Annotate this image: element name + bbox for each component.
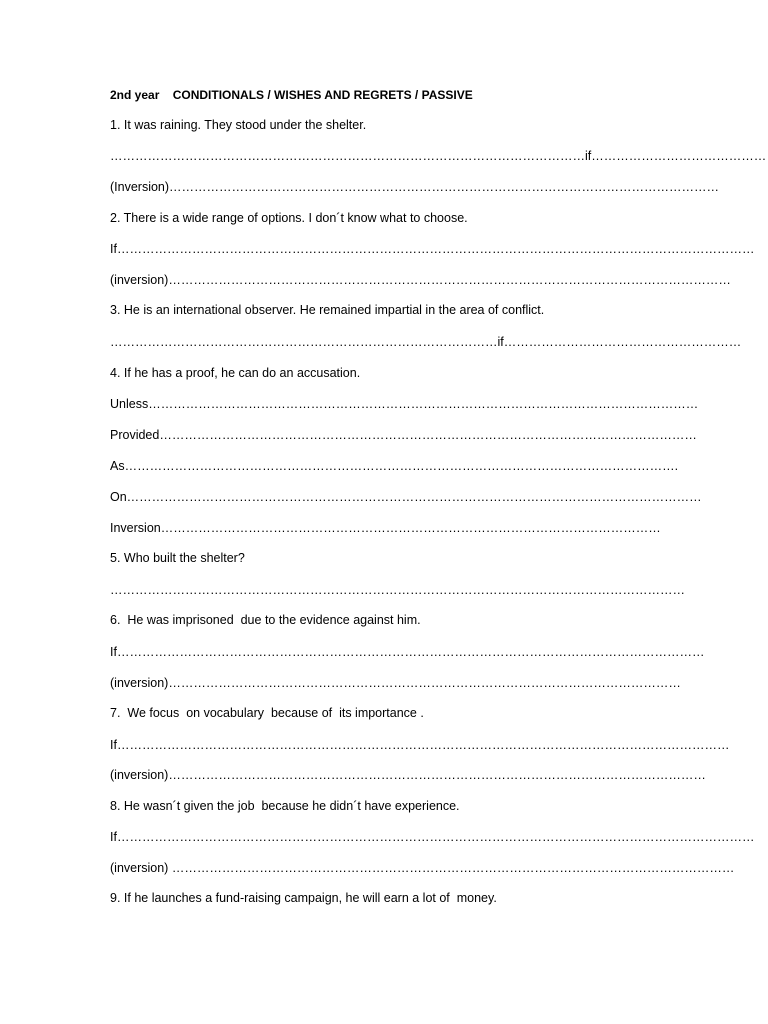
exercise-7-inversion-line: (inversion)…………………………………………………………………………………………………………………	[110, 768, 706, 782]
exercise-4-provided-line: Provided…………………………………………………………………………………………………………………	[110, 428, 697, 442]
exercise-1-prompt: 1. It was raining. They stood under the shelter.	[110, 118, 367, 132]
exercise-4-unless-line: Unless……………………………………………………………………………………………………………………	[110, 397, 699, 411]
exercise-1-inversion-line: (Inversion)……………………………………………………………………………………………………………………	[110, 180, 720, 194]
exercise-8-inversion-line: (inversion) ………………………………………………………………………………………………………………………	[110, 861, 735, 875]
exercise-4-prompt: 4. If he has a proof, he can do an accusation.	[110, 366, 361, 380]
exercise-2-inversion-line: (inversion)………………………………………………………………………………………………………………………	[110, 273, 731, 287]
exercise-5-answer-line: …………………………………………………………………………………………………………………………	[110, 583, 685, 597]
exercise-3-prompt: 3. He is an international observer. He remained impartial in the area of conflict.	[110, 303, 545, 317]
exercise-1-answer-line: ……………………………………………………………………………………………………if……………………………………	[110, 149, 767, 163]
exercise-4-as-line: As…………………………………………………………………………………………………………………….	[110, 459, 679, 473]
exercise-2-prompt: 2. There is a wide range of options. I don´t know what to choose.	[110, 211, 468, 225]
exercise-7-prompt: 7. We focus on vocabulary because of its importance .	[110, 706, 424, 720]
exercise-9-prompt: 9. If he launches a fund-raising campaign, he will earn a lot of money.	[110, 891, 497, 905]
exercise-7-answer-line: If…………………………………………………………………………………………………………………………………	[110, 738, 730, 752]
exercise-3-answer-line: …………………………………………………………………………………if…………………………………………………	[110, 335, 742, 349]
exercise-4-on-line: On…………………………………………………………………………………………………………………………	[110, 490, 702, 504]
exercise-2-answer-line: If………………………………………………………………………………………………………………………………………	[110, 242, 755, 256]
exercise-6-answer-line: If……………………………………………………………………………………………………………………………	[110, 645, 705, 659]
exercise-6-prompt: 6. He was imprisoned due to the evidence against him.	[110, 613, 421, 627]
worksheet-heading: 2nd year CONDITIONALS / WISHES AND REGRETS / PASSIVE	[110, 88, 473, 102]
exercise-8-answer-line: If………………………………………………………………………………………………………………………………………	[110, 830, 755, 844]
exercise-5-prompt: 5. Who built the shelter?	[110, 551, 245, 565]
exercise-4-inversion-line: Inversion…………………………………………………………………………………………………………	[110, 521, 661, 535]
exercise-6-inversion-line: (inversion)……………………………………………………………………………………………………………	[110, 676, 681, 690]
exercise-8-prompt: 8. He wasn´t given the job because he didn´t have experience.	[110, 799, 460, 813]
